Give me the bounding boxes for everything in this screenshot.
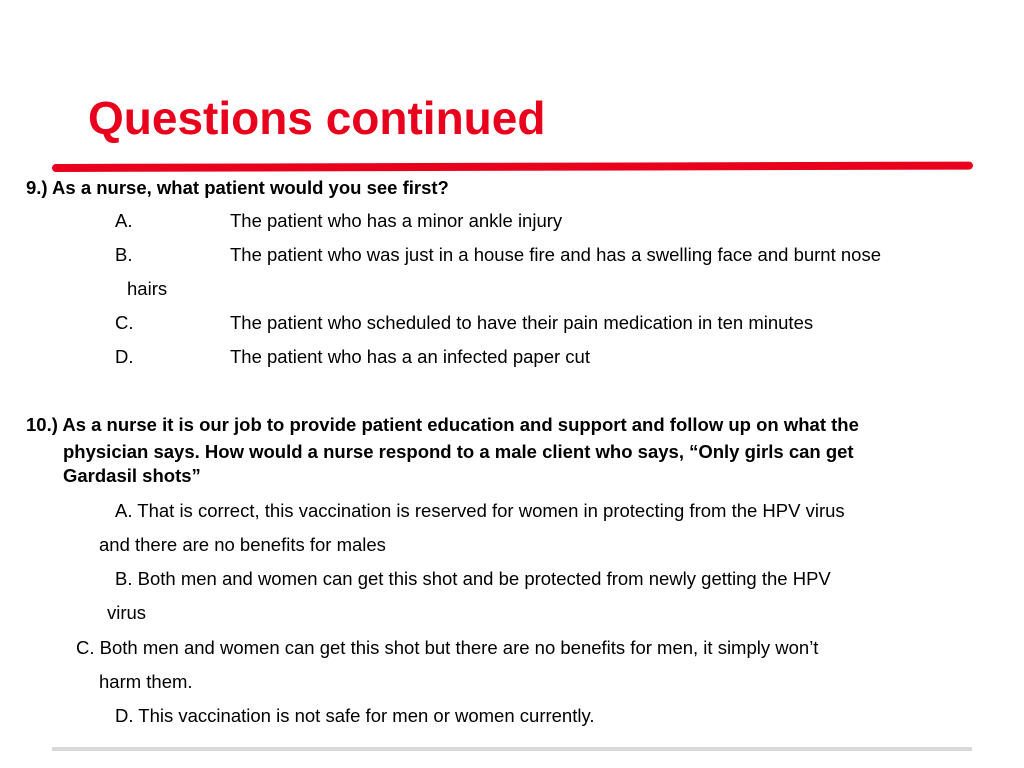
footer-divider xyxy=(52,747,972,751)
option-text: The patient who scheduled to have their pain medication in ten minutes xyxy=(230,312,814,333)
option-text: A. That is correct, this vaccination is reserved for women in protecting from the HPV virus xyxy=(115,500,845,521)
option-letter: A. xyxy=(115,210,133,231)
question-10-prompt-line: Gardasil shots” xyxy=(63,465,201,486)
question-10-prompt-line: 10.) As a nurse it is our job to provide patient education and support and follow up on what the xyxy=(26,414,859,435)
option-text: The patient who was just in a house fire and has a swelling face and burnt nose xyxy=(230,244,881,265)
question-10-prompt-line: physician says. How would a nurse respond to a male client who says, “Only girls can get xyxy=(63,441,854,462)
title-underline xyxy=(52,162,973,172)
question-9-prompt: 9.) As a nurse, what patient would you see first? xyxy=(26,177,449,198)
option-text: C. Both men and women can get this shot but there are no benefits for men, it simply won’t xyxy=(76,637,819,658)
option-text-continuation: hairs xyxy=(127,278,168,299)
option-letter: B. xyxy=(115,244,133,265)
option-letter: D. xyxy=(115,346,134,367)
option-text: The patient who has a an infected paper cut xyxy=(230,346,590,367)
option-text: B. Both men and women can get this shot and be protected from newly getting the HPV xyxy=(115,568,831,589)
option-text: D. This vaccination is not safe for men or women currently. xyxy=(115,705,595,726)
option-text-continuation: harm them. xyxy=(99,671,193,692)
option-text: The patient who has a minor ankle injury xyxy=(230,210,563,231)
option-letter: C. xyxy=(115,312,134,333)
option-text-continuation: and there are no benefits for males xyxy=(99,534,386,555)
slide-title: Questions continued xyxy=(88,92,546,144)
option-text-continuation: virus xyxy=(107,602,147,623)
